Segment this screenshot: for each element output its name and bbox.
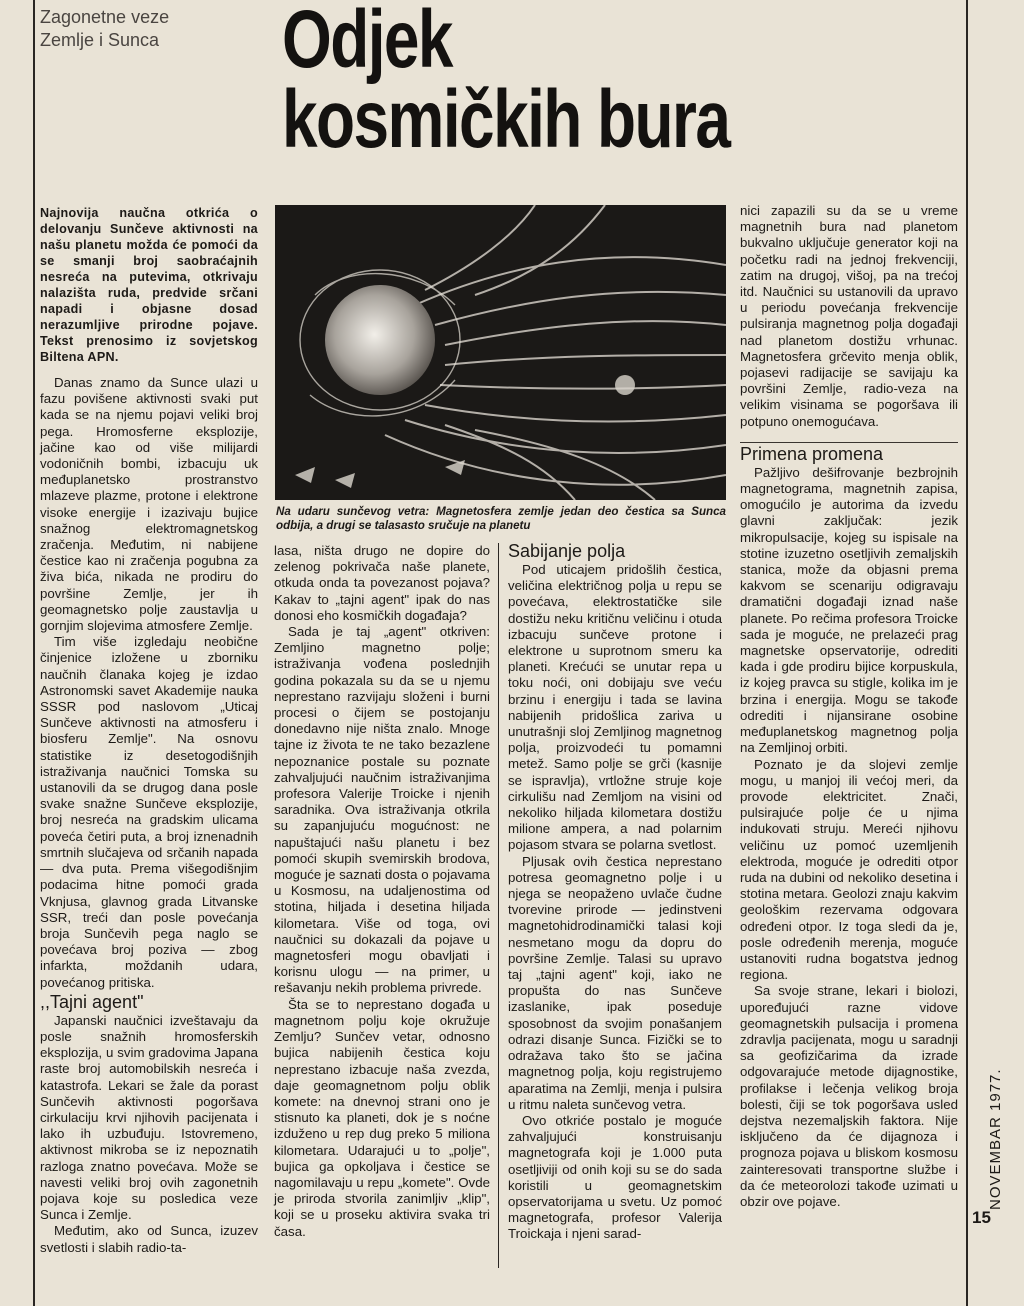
column-4	[740, 203, 958, 1210]
kicker-line-2: Zemlje i Sunca	[40, 30, 160, 50]
column-1	[40, 205, 258, 1256]
headline-line-2: kosmičkih bura	[282, 74, 730, 165]
paragraph: Ovo otkriće postalo je moguće zahvaljujući konstruisanju magnetografa koji je 1.000 puta osetljiviji od onih koji su se do sada koristili u geomagnetskim opservatorijama u svetu. Uz pomoć magnetografa, profesor Valerija Troickaja i njeni sarad-	[508, 1112, 722, 1242]
paragraph: Poznato je da slojevi zemlje mogu, u manjoj ili većoj meri, da provode elektricitet. Znači, pulsirajuće polje će u njima indukovati struju. Mereći njihovu veličinu uz pomoć uzemljenih elektroda, moguće je odrediti otpor ruda na dubini od nekoliko desetina i stotina metara. Geolozi znaju kakvim geološkim rezervama odgovara određeni otpor. Iz toga sledi da je, posle određenih merenja, moguće ustanoviti rudna bogatstva jednog regiona.	[740, 756, 958, 983]
paragraph: nici zapazili su da se u vreme magnetnih bura nad planetom bukvalno uključuje generator koji na početku radi na jednoj frekvenciji, zatim na drugoj, višoj, pa na trećoj itd. Naučnici su ustanovili da upravo u periodu povećanja frekvencije pulsiranja magnetnog polja događaji nad planetom dostižu vrhunac. Magnetosfera grčevito menja oblik, pojasevi radijacije se savijaju ka površini Zemlje, radio-veza na velikim visinama se pogoršava ili potpuno onemogućava.	[740, 203, 958, 429]
column-2	[274, 543, 490, 1240]
kicker	[40, 6, 169, 52]
column-3	[508, 540, 722, 1243]
paragraph: lasa, ništa drugo ne dopire do zelenog pokrivača naše planete, otkuda onda ta povezanost pojava? Kakav to „tajni agent" ipak do nas donosi eho kosmičkih događaja?	[274, 543, 490, 623]
paragraph: Pažljivo dešifrovanje bezbrojnih magnetograma, magnetnih zapisa, omogućilo je autorima da izvedu glavni zaključak: jezik mikropulsacije, kojeg su ispisale na stotine izuzetno osetljivih zemaljskih stanica, može da objasni prema kakvom se scenariju odigravaju dramatični događaji iznad naše planete. Po rečima profesora Troicke sada je moguće, ne prelazeći prag magnetske opservatorije, odrediti kada i gde prodiru bijice korpuskula, iz kojeg pravca su stigle, kolika im je brzina i energija. Mogu se takođe odrediti i nijansirane osobine međuplanetskog magnetnog polja na Zemljinoj orbiti.	[740, 464, 958, 756]
paragraph: Sada je taj „agent" otkriven: Zemljino magnetno polje; istraživanja vođena poslednjih godina pokazala su da se u njemu neprestano razvijaju složeni i burni procesi o čijem se postojanju donedavno nije ništa znalo. Mnoge tajne iz života te ne tako bezazlene nepoznanice postale su poznate zahvaljujući naučnim istraživanjima profesora Valerije Troicke i njenih saradnika. Ova istraživanja otkrila su zapanjujuću mogućnost: ne napuštajući našu planetu i bez pomoći skupih svemirskih brodova, moguće je saznati dosta o pojavama u Kosmosu, na udaljenostima od stotina, hiljada i desetina hiljada kilometara. Više od toga, ovi naučnici su dokazali da pojave u magnetosferi mogu obavljati i korisnu ulogu — na primer, u rešavanju nekih problema privrede.	[274, 624, 490, 996]
issue-date: NOVEMBAR 1977.	[987, 1068, 1004, 1210]
subheading: ,,Tajni agent"	[40, 991, 144, 1012]
right-border	[966, 0, 968, 1306]
photo-caption: Na udaru sunčevog vetra: Magnetosfera zemlje jedan deo čestica sa Sunca odbija, a drugi se talasasto sručuje na planetu	[276, 505, 726, 532]
paragraph: Pljusak ovih čestica neprestano potresa geomagnetno polje i u njega se neopaženo uvlače čudne tvorevine prirode — jedinstveni magnetohidrodinamički talasi koji nesmetano mogu da dopru do površine Zemlje. Talasi su upravo taj „tajni agent" koji, iako ne propušta do nas Sunčeve izaslanike, ipak poseduje sposobnost da svojim ponašanjem odrazi disanje Sunca. Fizički se to odražava tako što se jačina magnetnog polja, koju registrujemo aparatima na Zemlji, menja i pulsira u ritmu naleta sunčevog vetra.	[508, 853, 722, 1112]
left-border	[33, 0, 35, 1306]
column-rule	[498, 543, 499, 1268]
page-number: 15	[972, 1208, 991, 1227]
subheading: Primena promena	[740, 443, 884, 464]
earth-globe	[325, 285, 435, 395]
paragraph: Međutim, ako od Sunca, izuzev svetlosti i slabih radio-ta-	[40, 1223, 258, 1255]
kicker-line-1: Zagonetne veze	[40, 7, 170, 27]
paragraph: Danas znamo da Sunce ulazi u fazu povišene aktivnosti svaki put kada se na njemu pojavi veliki broj pega. Hromosferne eksplozije, jačine kao od više milijardi vodoničnih bombi, izbacuju uk međuplanetsko prostranstvo mlazeve plazme, protone i elektrone visoke energije i izazivaju bujice snažnog elektromagnetskog zračenja. Međutim, ni nabijene čestice kao ni zračenja pogubna za živa bića, nikada ne prodiru do površine Zemlje, jer ih geomagnetsko polje zaustavlja u gornjim slojevima atmosfere Zemlje.	[40, 375, 258, 634]
solar-wind-illustration	[275, 205, 726, 500]
paragraph: Pod uticajem pridošlih čestica, veličina električnog polja u repu se povećava, elektrostatičke sile dostižu neku kritičnu veličinu i otuda izbacuju sunčeve protone i elektrone u suprotnom smeru ka planeti. Krećući se unutar repa u toku noći, oni dobijaju sve veću brzinu i energiju i tada se lavina nabijenih pridošlica zariva u unutrašnji sloj Zemljinog magnetnog polja, proizvodeći tu pomamni metež. Samo polje se grči (kasnije se ispravlja), vrtložne struje koje cirkulišu nad Zemljom na visini od nekoliko hiljada kilometara dostižu milione ampera, a nad polarnim pojasom stvara se polarna svetlost.	[508, 562, 722, 853]
paragraph: Sa svoje strane, lekari i biolozi, upoređujući razne vidove geomagnetskih pulsacija i promena zdravlja pacijenata, mogu u saradnji sa geofizičarima da izrade odgovarajuće metode dijagnostike, profilakse i lečenja velikog broja bolesti, čiji se tok pogoršava usled dejstva nezemaljskih faktora. Nije isključeno da će dijagnoza i prognoza pojava u bliskom kosmosu zainteresovati transportne službe i da će meteorolozi takođe uzimati u obzir ove pojave.	[740, 983, 958, 1209]
page-title	[282, 0, 730, 165]
paragraph: Tim više izgledaju neobične činjenice izložene u zborniku naučnih članaka kojeg je izdao Astronomski savet Akademije nauka SSSR pod naslovom „Uticaj Sunčeve aktivnosti na atmosferu i biosferu Zemlje". Na osnovu statistike iz desetogodišnjih istraživanja naučnici Tomska su ustanovili da se drugog dana posle svake snažne Sunčeve eksplozije, broj nesreća na gradskim ulicama poveća četiri puta, a broj iznenadnih smrtnih slučajeva od srčanih napada — dva puta. Prema višegodišnjim podacima hitne pomoći grada Vknjusa, glavnog grada Litvanske SSR, treći dan posle povećanja broja Sunčevih pega naglo se povećava broj poziva — zbog infarkta, moždanih udara, povećanog pritiska.	[40, 634, 258, 990]
subheading: Sabijanje polja	[508, 541, 626, 561]
section-rule	[740, 442, 958, 443]
paragraph: Šta se to neprestano događa u magnetnom polju koje okružuje Zemlju? Sunčev vetar, odnosno bujica nabijenih čestica koju neprestano izbacuje naša zvezda, daje geomagnetnom polju oblik komete: na dnevnoj strani ono je stisnuto ka planeti, dok je s noćne izduženo u rep dug preko 5 miliona kilometara. Udarajući u to „polje", bujica ga opkoljava i čestice se nagomilavaju u repu „komete". Ovde je priroda stvorila zanimljiv „klip", koji se u proseku aktivira svaka tri časa.	[274, 996, 490, 1239]
paragraph: Japanski naučnici izveštavaju da posle snažnih hromosferskih eksplozija, u svim gradovima Japana raste broj automobilskih nesreća i katastrofa. Lekari se žale da porast Sunčevih aktivnosti pogoršava cirkulaciju krvi njihovih pacijenata i lako ih uzbuđuju. Istovremeno, aktivnost mikroba se iz nepoznatih razloga znatno povećava. Može se navesti veliki broj ovih zagonetnih pojava koje su posledica veze Sunca i Zemlje.	[40, 1012, 258, 1223]
headline-line-1: Odjek	[282, 0, 452, 85]
magnetosphere-photo	[275, 205, 726, 500]
lead-paragraph: Najnovija naučna otkrića o delovanju Sunčeve aktivnosti na našu planetu možda će pomoći da se smanji broj saobraćajnih nesreća na putevima, otkrivaju nalazišta ruda, predvide srčani napadi i objasne dosad nerazumljive prirodne pojave. Tekst prenosimo iz sovjetskog Biltena APN.	[40, 206, 258, 364]
